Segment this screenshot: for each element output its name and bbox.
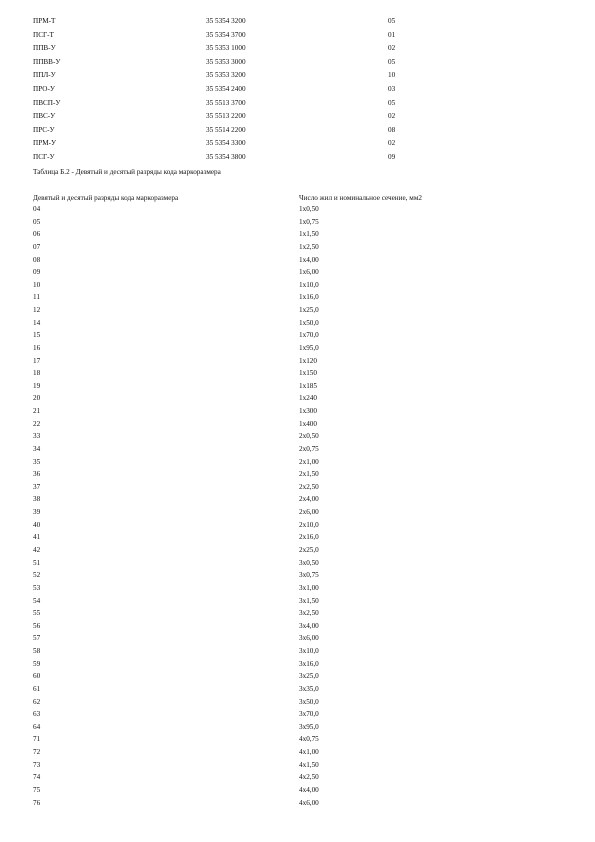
table-row — [0, 151, 595, 163]
table-row — [0, 266, 595, 279]
size-code-cell: 08 — [33, 255, 41, 264]
size-code-cell: 22 — [33, 419, 41, 428]
table-row — [0, 632, 595, 645]
table-row — [0, 137, 595, 149]
size-code-cell: 06 — [33, 230, 41, 239]
cable-brand-cell: ППЛ-У — [33, 71, 56, 80]
table-header-code: Девятый и десятый разряды кода маркоразмера — [33, 194, 179, 202]
cores-section-cell: 3x70,0 — [299, 710, 319, 719]
size-code-cell: 05 — [33, 217, 41, 226]
cable-brand-cell: ПРМ-У — [33, 139, 57, 148]
table-row — [0, 531, 595, 544]
table-row — [0, 582, 595, 595]
size-code-cell: 12 — [33, 306, 41, 315]
size-code-cell: 62 — [33, 697, 41, 706]
code-digit-cell: 02 — [388, 139, 396, 148]
table-row — [0, 468, 595, 481]
size-code-cell: 58 — [33, 647, 41, 656]
cores-section-cell: 1x0,50 — [299, 205, 319, 213]
size-code-cell: 75 — [33, 785, 41, 794]
code-digit-cell: 03 — [388, 85, 396, 93]
size-code-cell: 72 — [33, 748, 41, 757]
okp-code-cell: 35 5513 3700 — [206, 98, 246, 107]
cores-section-cell: 1x400 — [299, 419, 317, 428]
cores-section-cell: 4x0,75 — [299, 735, 319, 744]
cable-brand-cell: ПРМ-Т — [33, 17, 56, 25]
cores-section-cell: 1x300 — [299, 407, 317, 416]
cable-brand-cell: ПСГ-Т — [33, 30, 54, 39]
cores-section-cell: 1x70,0 — [299, 331, 319, 340]
size-code-cell: 64 — [33, 722, 41, 731]
size-code-cell: 04 — [33, 205, 41, 213]
cores-section-cell: 1x95,0 — [299, 343, 319, 352]
size-code-cell: 76 — [33, 798, 41, 807]
cores-section-cell: 1x16,0 — [299, 293, 319, 302]
size-code-cell: 51 — [33, 558, 41, 567]
cores-section-cell: 1x50,0 — [299, 318, 319, 327]
size-code-cell: 36 — [33, 470, 41, 479]
cores-section-cell: 3x16,0 — [299, 659, 319, 668]
size-code-cell: 33 — [33, 432, 41, 441]
table-row — [0, 683, 595, 696]
table-row — [0, 56, 595, 68]
cores-section-cell: 2x0,50 — [299, 432, 319, 441]
cores-section-cell: 3x0,75 — [299, 571, 319, 580]
size-code-cell: 18 — [33, 369, 41, 378]
okp-code-cell: 35 5353 3200 — [206, 71, 246, 80]
table-row — [0, 759, 595, 772]
code-digit-cell: 05 — [388, 17, 396, 25]
table-row — [0, 708, 595, 721]
code-digit-cell: 05 — [388, 98, 396, 107]
table-row — [0, 733, 595, 746]
table-row — [0, 620, 595, 633]
table-row — [0, 203, 595, 216]
cores-section-cell: 3x1,50 — [299, 596, 319, 605]
table-row — [0, 418, 595, 431]
cores-section-cell: 3x95,0 — [299, 722, 319, 731]
okp-code-cell: 35 5513 2200 — [206, 112, 246, 121]
table-row — [0, 443, 595, 456]
cores-section-cell: 2x16,0 — [299, 533, 319, 542]
size-code-cell: 35 — [33, 457, 41, 466]
size-code-cell: 41 — [33, 533, 41, 542]
okp-code-cell: 35 5354 3300 — [206, 139, 246, 148]
table-row — [0, 493, 595, 506]
size-code-cell: 74 — [33, 773, 41, 782]
cable-brand-cell: ПРС-У — [33, 125, 55, 134]
cores-section-cell: 1x150 — [299, 369, 317, 378]
size-code-cell: 42 — [33, 546, 41, 554]
size-code-cell: 39 — [33, 508, 41, 517]
cores-section-cell: 2x0,75 — [299, 444, 319, 453]
cores-section-cell: 1x2,50 — [299, 242, 319, 251]
table-row — [0, 279, 595, 292]
table-row — [0, 97, 595, 109]
table-row — [0, 304, 595, 317]
table-row — [0, 658, 595, 671]
code-digit-cell: 09 — [388, 153, 396, 161]
table-row — [0, 405, 595, 418]
okp-code-cell: 35 5354 3200 — [206, 17, 246, 25]
cable-brand-cell: ПРО-У — [33, 85, 55, 93]
cores-section-cell: 2x6,00 — [299, 508, 319, 517]
table-row — [0, 291, 595, 304]
cores-section-cell: 4x1,50 — [299, 760, 319, 769]
table-row — [0, 797, 595, 810]
cable-brand-cell: ПВС-У — [33, 112, 56, 121]
table-row — [0, 124, 595, 136]
size-code-cell: 34 — [33, 444, 41, 453]
table-row — [0, 430, 595, 443]
cores-section-cell: 1x0,75 — [299, 217, 319, 226]
cores-section-cell: 2x2,50 — [299, 482, 319, 491]
table-row — [0, 557, 595, 570]
table-row — [0, 771, 595, 784]
cores-section-cell: 4x1,00 — [299, 748, 319, 757]
table-row — [0, 696, 595, 709]
code-digit-cell: 01 — [388, 30, 396, 39]
code-digit-cell: 02 — [388, 44, 396, 53]
cores-section-cell: 2x1,50 — [299, 470, 319, 479]
table-row — [0, 83, 595, 95]
table-row — [0, 784, 595, 797]
size-code-cell: 53 — [33, 583, 41, 592]
table-row — [0, 544, 595, 557]
cores-section-cell: 1x25,0 — [299, 306, 319, 315]
size-code-cell: 16 — [33, 343, 41, 352]
table-row — [0, 670, 595, 683]
cores-section-cell: 2x4,00 — [299, 495, 319, 504]
code-digit-cell: 10 — [388, 71, 396, 80]
table-row — [0, 519, 595, 532]
cable-brand-cell: ППВ-У — [33, 44, 56, 53]
size-code-cell: 37 — [33, 482, 41, 491]
cores-section-cell: 4x2,50 — [299, 773, 319, 782]
table-row — [0, 392, 595, 405]
size-code-cell: 15 — [33, 331, 41, 340]
size-code-cell: 21 — [33, 407, 41, 416]
size-code-cell: 56 — [33, 621, 41, 630]
cores-section-cell: 1x1,50 — [299, 230, 319, 239]
code-digit-cell: 08 — [388, 125, 396, 134]
table-row — [0, 228, 595, 241]
okp-code-cell: 35 5354 3700 — [206, 30, 246, 39]
table-row — [0, 69, 595, 81]
cores-section-cell: 4x4,00 — [299, 785, 319, 794]
cable-brand-cell: ПВСП-У — [33, 98, 61, 107]
table-row — [0, 506, 595, 519]
size-code-cell: 38 — [33, 495, 41, 504]
table-header-section: Число жил и номинальное сечение, мм2 — [299, 194, 422, 202]
table-row — [0, 29, 595, 41]
cores-section-cell: 1x120 — [299, 356, 317, 365]
cores-section-cell: 1x240 — [299, 394, 317, 403]
size-code-cell: 57 — [33, 634, 41, 643]
size-code-cell: 52 — [33, 571, 41, 580]
table-row — [0, 595, 595, 608]
table-row — [0, 317, 595, 330]
code-digit-cell: 05 — [388, 57, 396, 66]
cores-section-cell: 1x4,00 — [299, 255, 319, 264]
size-code-cell: 60 — [33, 672, 41, 681]
table-row — [0, 367, 595, 380]
table-row — [0, 569, 595, 582]
cores-section-cell: 2x10,0 — [299, 520, 319, 529]
size-code-cell: 10 — [33, 280, 41, 289]
table-row — [0, 329, 595, 342]
table-row — [0, 342, 595, 355]
cores-section-cell: 3x1,00 — [299, 583, 319, 592]
size-code-cell: 20 — [33, 394, 41, 403]
table-row — [0, 15, 595, 27]
table-row — [0, 645, 595, 658]
size-code-cell: 73 — [33, 760, 41, 769]
cores-section-cell: 3x6,00 — [299, 634, 319, 643]
size-code-cell: 19 — [33, 381, 41, 390]
code-digit-cell: 02 — [388, 112, 396, 121]
table-row — [0, 721, 595, 734]
cores-section-cell: 2x25,0 — [299, 546, 319, 554]
size-code-cell: 11 — [33, 293, 40, 302]
cores-section-cell: 1x10,0 — [299, 280, 319, 289]
table-row — [0, 110, 595, 122]
table-row — [0, 456, 595, 469]
okp-code-cell: 35 5354 3800 — [206, 153, 246, 161]
cores-section-cell: 2x1,00 — [299, 457, 319, 466]
size-code-cell: 14 — [33, 318, 41, 327]
size-code-cell: 63 — [33, 710, 41, 719]
size-code-cell: 40 — [33, 520, 41, 529]
size-code-cell: 07 — [33, 242, 41, 251]
size-code-cell: 17 — [33, 356, 41, 365]
cores-section-cell: 3x4,00 — [299, 621, 319, 630]
cores-section-cell: 3x35,0 — [299, 684, 319, 693]
okp-code-cell: 35 5354 2400 — [206, 85, 246, 93]
table-row — [0, 481, 595, 494]
cores-section-cell: 3x0,50 — [299, 558, 319, 567]
table-row — [0, 607, 595, 620]
size-code-cell: 55 — [33, 609, 41, 618]
size-code-cell: 09 — [33, 268, 41, 277]
size-code-cell: 71 — [33, 735, 41, 744]
okp-code-cell: 35 5514 2200 — [206, 125, 246, 134]
cable-brand-cell: ППВВ-У — [33, 57, 61, 66]
okp-code-cell: 35 5353 1000 — [206, 44, 246, 53]
table-row — [0, 355, 595, 368]
size-code-cell: 59 — [33, 659, 41, 668]
okp-code-cell: 35 5353 3000 — [206, 57, 246, 66]
cores-section-cell: 3x10,0 — [299, 647, 319, 656]
cores-section-cell: 3x50,0 — [299, 697, 319, 706]
cores-section-cell: 4x6,00 — [299, 798, 319, 807]
size-code-cell: 61 — [33, 684, 41, 693]
table-row — [0, 42, 595, 54]
table-row — [0, 380, 595, 393]
table-row — [0, 254, 595, 267]
cores-section-cell: 3x25,0 — [299, 672, 319, 681]
size-code-cell: 54 — [33, 596, 41, 605]
cores-section-cell: 1x185 — [299, 381, 317, 390]
table-caption: Таблица Б.2 - Девятый и десятый разряды кода маркоразмера — [33, 168, 221, 176]
table-row — [0, 216, 595, 229]
cores-section-cell: 3x2,50 — [299, 609, 319, 618]
table-row — [0, 241, 595, 254]
cable-brand-cell: ПСГ-У — [33, 153, 55, 161]
cores-section-cell: 1x6,00 — [299, 268, 319, 277]
table-row — [0, 746, 595, 759]
